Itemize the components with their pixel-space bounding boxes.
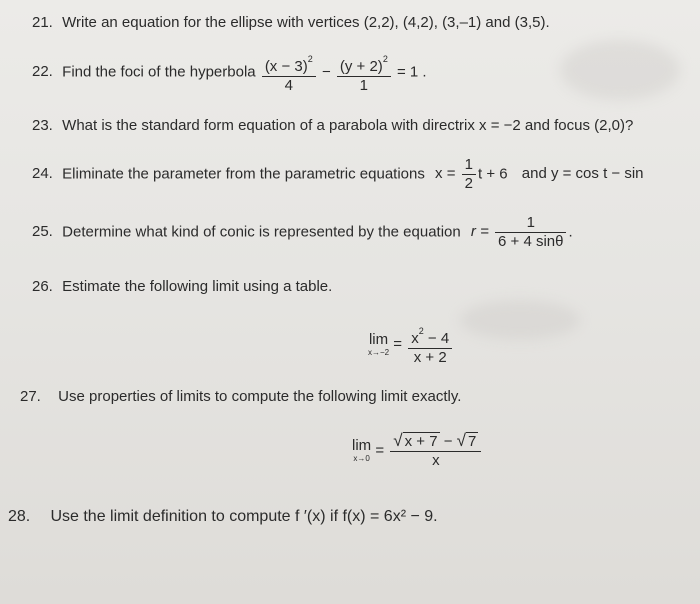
- period: .: [568, 223, 573, 241]
- problem-24: [32, 156, 644, 193]
- problem-text: Find the foci of the hyperbola: [62, 63, 256, 81]
- equals-sign: =: [375, 441, 385, 459]
- limit-fraction: $\frac{x^2 - 4}{x + 2}$: [408, 322, 452, 367]
- paper-shadow: [460, 300, 580, 340]
- limit-fraction: $\frac{√ x + 7 - √ 7}{x}$: [390, 432, 481, 470]
- problem-25: [32, 214, 573, 251]
- problem-text: Determine what kind of conic is represented by the equation: [62, 223, 461, 241]
- problem-text: Use the limit definition to compute f ′(x) if f(x) = 6x² − 9.: [50, 508, 438, 525]
- limit-expression-27: [352, 432, 483, 470]
- problem-number: 24.: [32, 165, 53, 183]
- equals-sign: =: [393, 335, 403, 353]
- problem-26: [32, 278, 332, 295]
- polar-fraction: $\frac{1}{6 + 4 \sin\theta}$: [495, 214, 566, 251]
- problem-21: [32, 14, 550, 31]
- problem-text: What is the standard form equation of a parabola with directrix x = −2 and focus (2,0)?: [62, 117, 634, 134]
- problem-number: 25.: [32, 223, 53, 241]
- x-equals: x =: [435, 165, 456, 183]
- paper-shadow: [560, 40, 680, 100]
- problem-number: 23.: [32, 117, 53, 134]
- y-equation: and y = cos t − sin: [521, 165, 644, 183]
- problem-number: 21.: [32, 14, 53, 31]
- problem-text: Use properties of limits to compute the following limit exactly.: [58, 388, 462, 405]
- limit-operator: lim x→−2: [368, 330, 390, 357]
- minus-sign: −: [321, 63, 331, 81]
- problem-23: [32, 117, 633, 134]
- equation-tail: = 1 .: [397, 63, 427, 81]
- problem-text: Estimate the following limit using a table.: [62, 278, 333, 295]
- problem-number: 28.: [8, 508, 31, 525]
- half-fraction: $\frac{1}{2}$: [462, 156, 476, 193]
- problem-22: [32, 50, 427, 95]
- problem-text: Eliminate the parameter from the parametric equations: [62, 165, 425, 183]
- x-expression-tail: t + 6: [477, 165, 508, 183]
- problem-text: Write an equation for the ellipse with vertices (2,2), (4,2), (3,–1) and (3,5).: [62, 14, 550, 31]
- limit-expression-26: [368, 322, 454, 367]
- problem-number: 27.: [20, 388, 41, 405]
- r-equals: r =: [470, 223, 489, 241]
- hyperbola-fraction-x: $\frac{(x - 3)^2}{4}$: [262, 50, 316, 95]
- problem-number: 22.: [32, 63, 53, 81]
- problem-number: 26.: [32, 278, 53, 295]
- problem-27: [20, 388, 461, 405]
- problem-28: [8, 508, 438, 526]
- limit-operator: lim x→0: [352, 437, 372, 463]
- hyperbola-fraction-y: $\frac{(y + 2)^2}{1}$: [337, 50, 391, 95]
